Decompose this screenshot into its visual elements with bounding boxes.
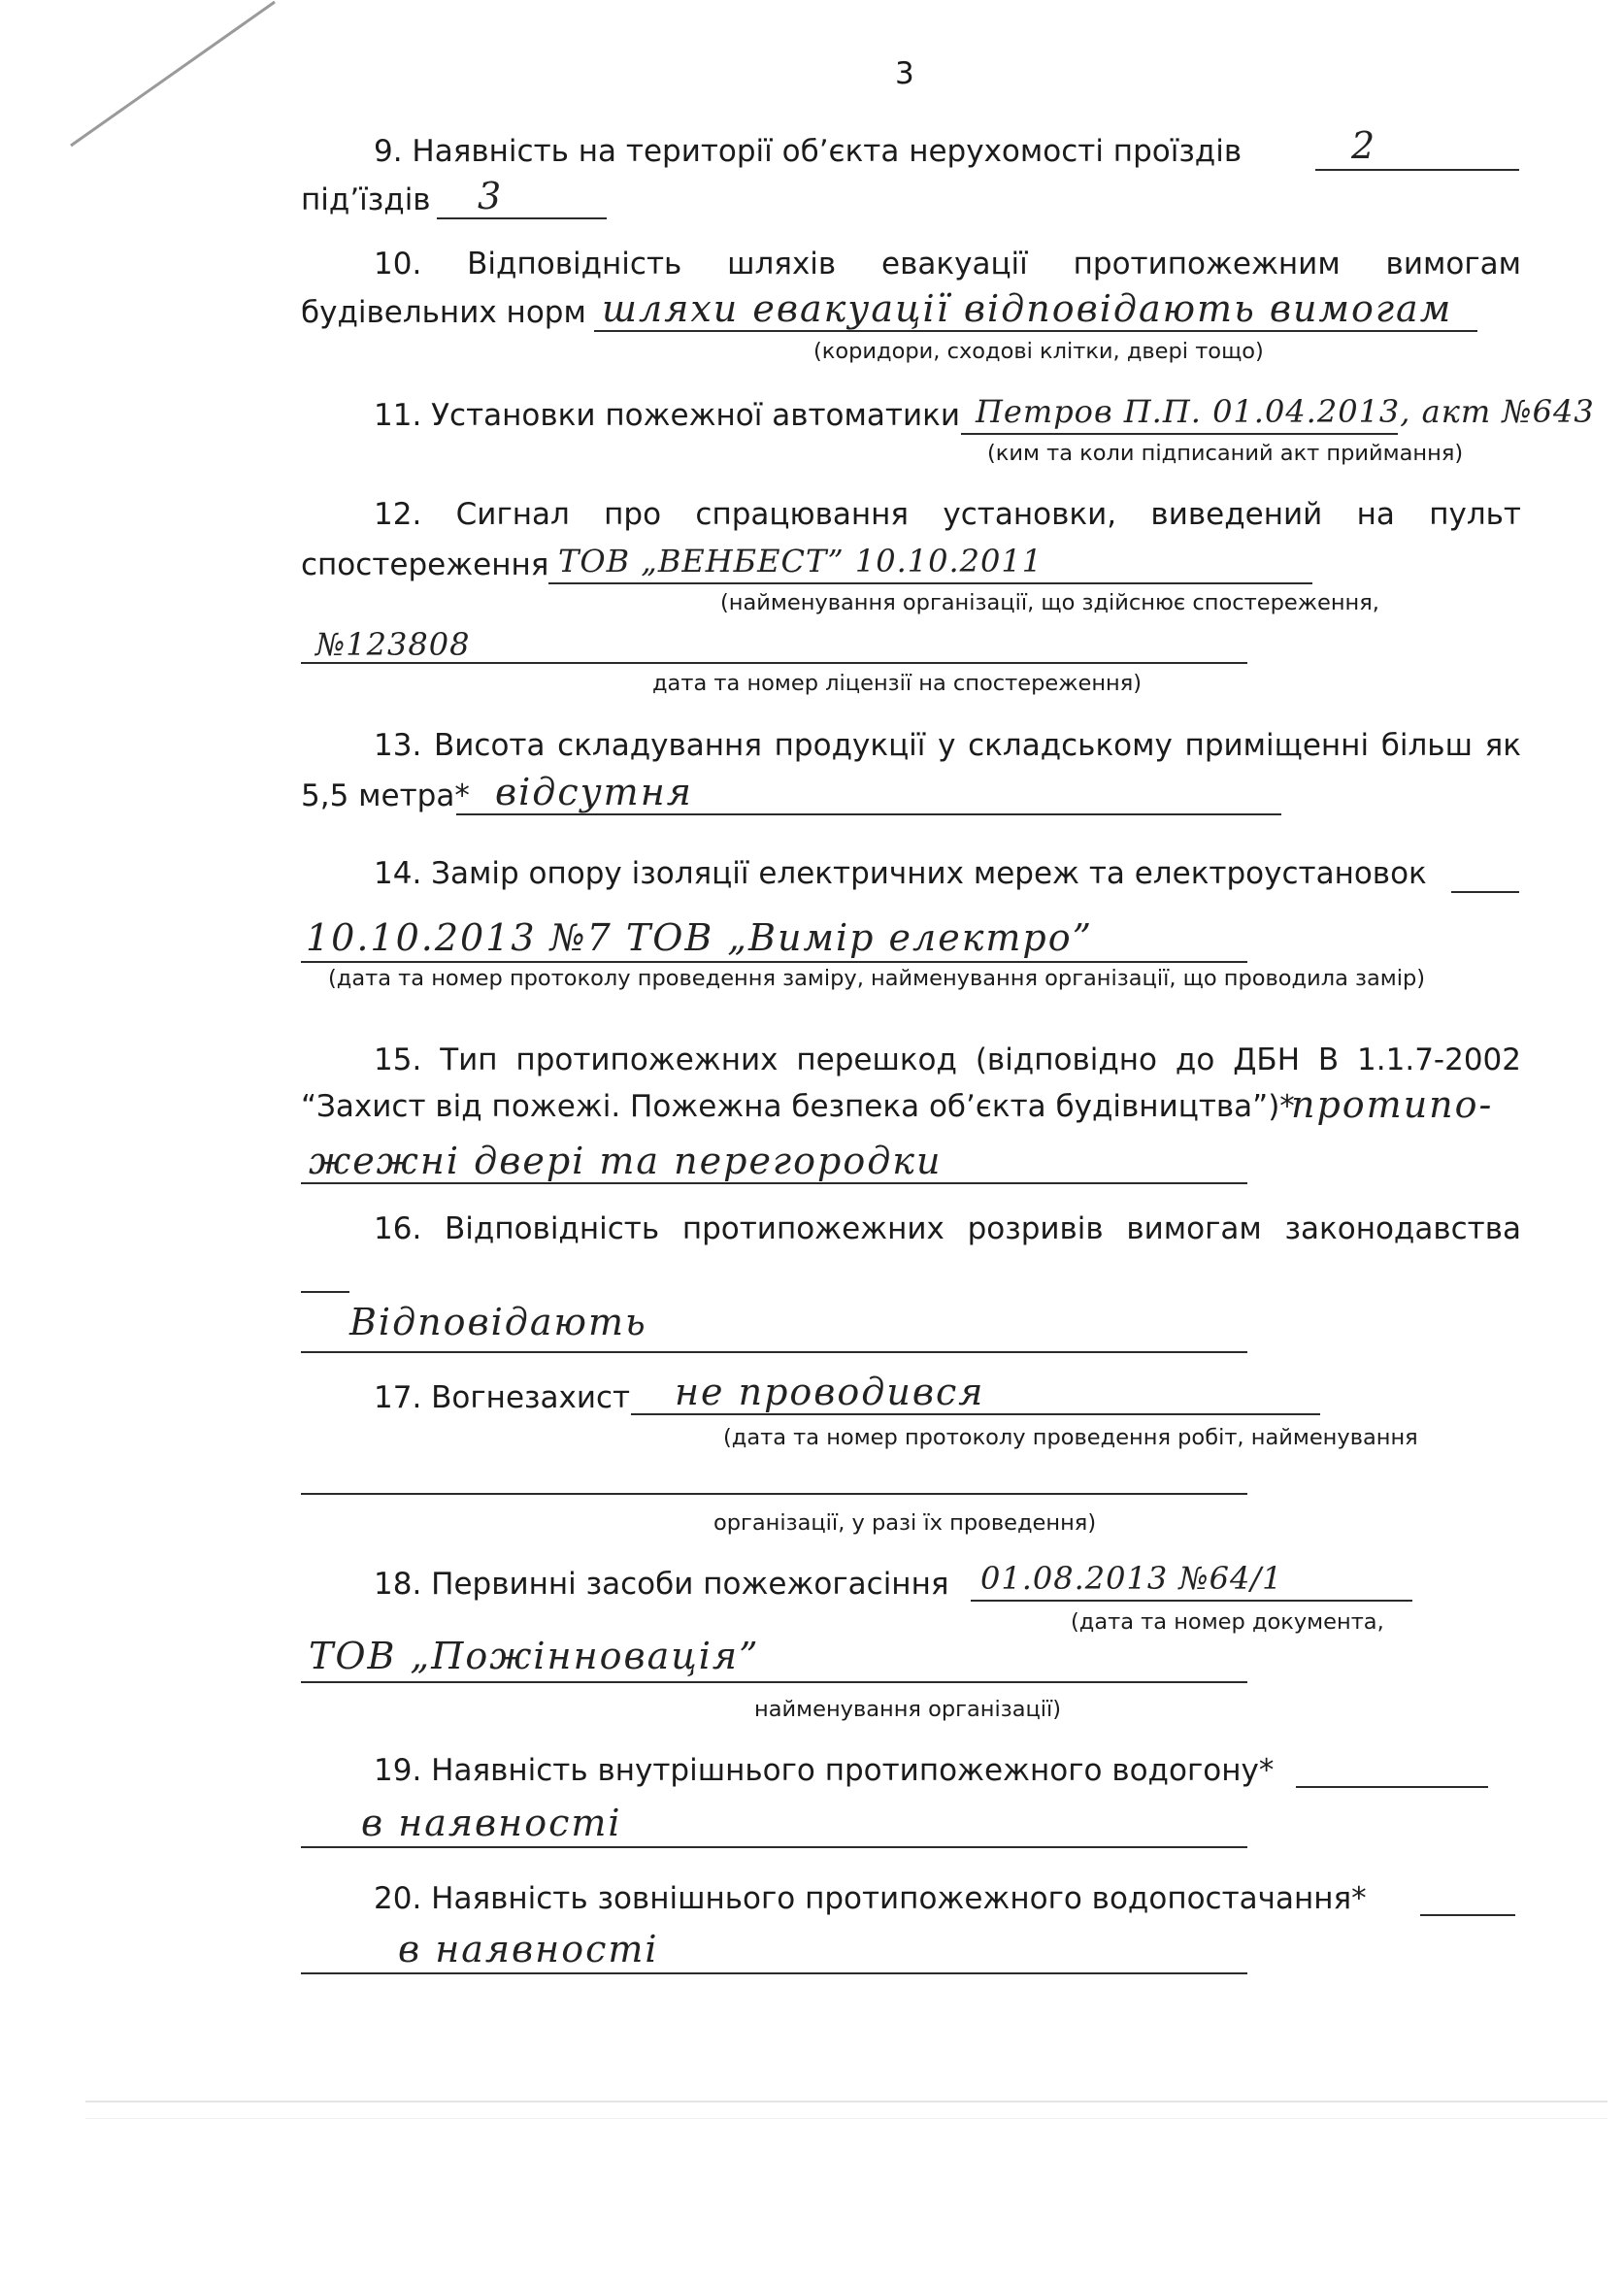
item-20-value: в наявності	[398, 1928, 659, 1970]
item-13-field-line	[456, 813, 1281, 815]
item-14-label: 14. Замір опору ізоляції електричних мереж та електроустановок	[374, 856, 1427, 891]
item-15-value-2: жежні двері та перегородки	[309, 1140, 943, 1182]
item-20-tail-line	[1420, 1914, 1515, 1916]
item-13-value: відсутня	[495, 771, 693, 813]
item-18b-value: ТОВ „Пожінновація”	[309, 1635, 760, 1677]
item-11-value: Петров П.П. 01.04.2013, акт №643	[976, 393, 1595, 430]
item-15-field-line	[301, 1182, 1247, 1184]
item-17b-field-line	[301, 1493, 1247, 1495]
item-9-label-2: під’їздів	[301, 182, 431, 217]
item-18-label: 18. Первинні засоби пожежогасіння	[374, 1567, 949, 1602]
item-18b-field-line	[301, 1681, 1247, 1683]
item-18-value: 01.08.2013 №64/1	[980, 1560, 1283, 1597]
item-18-caption: (дата та номер документа,	[1071, 1609, 1384, 1635]
item-10-field-line	[594, 330, 1477, 332]
item-17-caption: (дата та номер протоколу проведення робіт, найменування	[723, 1425, 1418, 1450]
item-9b-value: 3	[478, 175, 504, 217]
item-15-value: протипо-	[1291, 1083, 1494, 1126]
item-15-label: 15. Тип протипожежних перешкод (відповідно до ДБН В 1.1.7-2002	[374, 1043, 1521, 1077]
item-9b-field-line	[437, 217, 607, 219]
item-10-label: 10. Відповідність шляхів евакуації протипожежним вимогам	[374, 247, 1521, 281]
item-9-field-line	[1315, 169, 1519, 171]
item-11-label: 11. Установки пожежної автоматики	[374, 398, 960, 433]
item-19-field-line	[301, 1846, 1247, 1848]
item-13-label-2: 5,5 метра*	[301, 778, 470, 813]
item-17-label: 17. Вогнезахист	[374, 1380, 631, 1415]
item-10-label-2: будівельних норм	[301, 295, 586, 330]
item-16-value: Відповідають	[349, 1301, 647, 1343]
item-10-value: шляхи евакуації відповідають вимогам	[602, 287, 1453, 330]
item-9-value: 2	[1351, 124, 1377, 167]
item-19-value: в наявності	[361, 1802, 622, 1844]
item-18-field-line	[971, 1600, 1412, 1602]
item-14-field-line	[301, 961, 1247, 963]
scan-footer-line	[85, 2101, 1607, 2102]
scan-artifact-stroke	[66, 0, 280, 155]
item-17-value: не проводився	[675, 1371, 985, 1413]
item-17-field-line	[631, 1413, 1320, 1415]
item-13-label: 13. Висота складування продукції у складському приміщенні більш як	[374, 728, 1521, 763]
page-number: 3	[895, 56, 914, 91]
item-19-label: 19. Наявність внутрішнього протипожежного водогону*	[374, 1753, 1275, 1788]
item-20-label: 20. Наявність зовнішнього протипожежного водопостачання*	[374, 1881, 1367, 1916]
item-12-value: ТОВ „ВЕНБЕСТ” 10.10.2011	[558, 543, 1044, 579]
item-12b-value: №123808	[315, 626, 471, 663]
item-19-tail-line	[1296, 1786, 1488, 1788]
item-9-label: 9. Наявність на території об’єкта нерухомості проїздів	[374, 134, 1243, 169]
item-14-tail-line	[1451, 891, 1519, 893]
item-14-value: 10.10.2013 №7 ТОВ „Вимір електро”	[306, 916, 1094, 959]
item-16-field-line	[301, 1351, 1247, 1353]
item-12-field-line	[548, 582, 1312, 584]
item-12-label-2: спостереження	[301, 547, 549, 582]
item-15-label-2: “Захист від пожежі. Пожежна безпека об’єкта будівництва”)*	[301, 1089, 1295, 1124]
item-16-label: 16. Відповідність протипожежних розривів вимогам законодавства	[374, 1211, 1521, 1246]
item-10-caption: (коридори, сходові клітки, двері тощо)	[813, 339, 1264, 364]
item-12-caption: (найменування організації, що здійснює спостереження,	[720, 590, 1379, 615]
item-12-label: 12. Сигнал про спрацювання установки, виведений на пульт	[374, 497, 1521, 532]
scan-footer-line-2	[85, 2118, 1607, 2119]
item-16-short-line	[301, 1291, 349, 1293]
item-17-caption-2: організації, у разі їх проведення)	[713, 1510, 1097, 1536]
item-12b-caption: дата та номер ліцензії на спостереження)	[652, 671, 1143, 696]
item-20-field-line	[301, 1972, 1247, 1974]
item-11-caption: (ким та коли підписаний акт приймання)	[987, 441, 1464, 466]
item-14-caption: (дата та номер протоколу проведення заміру, найменування організації, що проводила замір)	[328, 966, 1426, 991]
item-11-field-line	[961, 433, 1398, 435]
item-18b-caption: найменування організації)	[754, 1697, 1062, 1722]
